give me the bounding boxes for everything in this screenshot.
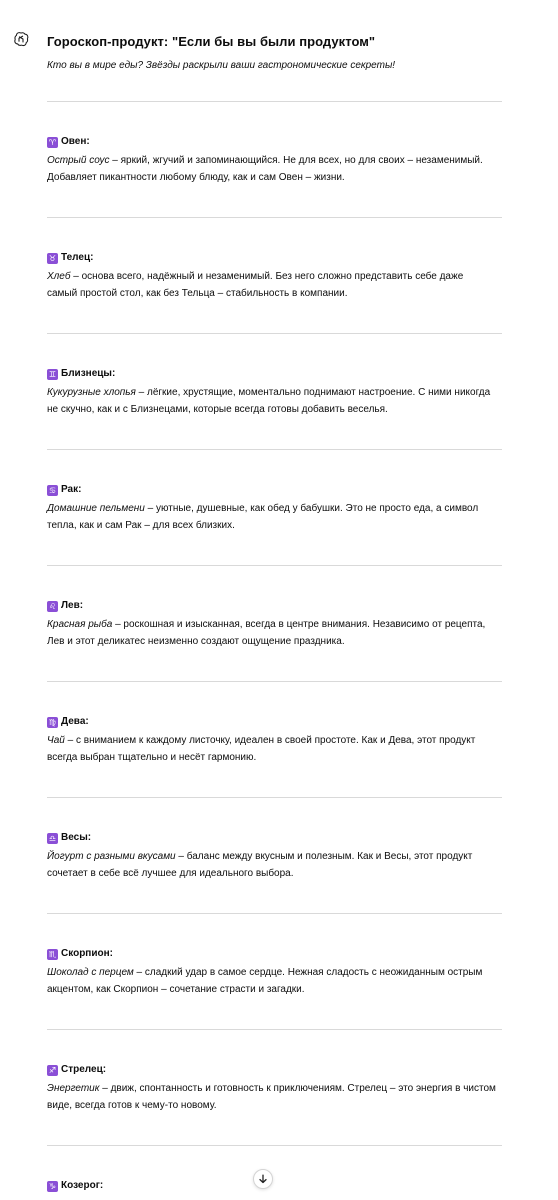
sign-text: – сладкий удар в самое сердце. Нежная сладость с неожиданным острым акцентом, как Скорпион – сочетание страсти и загадки. [47, 967, 483, 995]
sign-text: – уютные, душевные, как обед у бабушки. Это не просто еда, а символ тепла, как и сам Рак – для всех близких. [47, 503, 479, 531]
sign-heading [47, 1179, 502, 1193]
sign-description [47, 616, 502, 650]
zodiac-sign-icon: ♉ [48, 253, 57, 263]
sign-product: Энергетик [47, 1083, 100, 1094]
sign-section [47, 566, 502, 681]
page-subtitle: Кто вы в мире еды? Звёзды раскрыли ваши гастрономические секреты! [47, 60, 396, 71]
sign-heading [47, 831, 502, 845]
sign-section [47, 1030, 502, 1145]
sign-content [47, 599, 502, 650]
sign-description [47, 732, 502, 766]
sign-description [47, 384, 502, 418]
zodiac-sign-icon: ♑ [48, 1181, 57, 1191]
zodiac-sign-icon: ♌ [48, 601, 57, 611]
arrow-down-icon [258, 1174, 268, 1184]
sign-description [47, 268, 502, 302]
sign-product: Кукурузные хлопья [47, 387, 136, 398]
sign-content [47, 483, 502, 534]
sign-product: Острый соус [47, 155, 110, 166]
sign-section [47, 914, 502, 1029]
sign-product: Йогурт с разными вкусами [47, 851, 176, 862]
sign-section [47, 1146, 502, 1200]
sign-description [47, 500, 502, 534]
sign-heading [47, 715, 502, 729]
sign-text: – роскошная и изысканная, всегда в центре внимания. Независимо от рецепта, Лев и этот деликатес неизменно создают ощущение праздника. [47, 619, 486, 647]
sign-product: Хлеб [47, 271, 71, 282]
sign-description [47, 964, 502, 998]
sign-text: – основа всего, надёжный и незаменимый. Без него сложно представить себе даже самый простой стол, как без Тельца – стабильность в компании. [47, 271, 464, 299]
sign-name: Телец: [61, 252, 94, 263]
sign-section [47, 102, 502, 217]
sign-text: – движ, спонтанность и готовность к приключениям. Стрелец – это энергия в чистом виде, всегда готов к чему-то новому. [47, 1083, 496, 1111]
sign-content [47, 367, 502, 418]
zodiac-sign-icon: ♋ [48, 485, 57, 495]
sign-heading [47, 947, 502, 961]
sign-section [47, 334, 502, 449]
sign-section [47, 450, 502, 565]
sign-name: Овен: [61, 136, 90, 147]
sign-heading [47, 367, 502, 381]
sign-description [47, 1080, 502, 1114]
sign-description [47, 848, 502, 882]
scroll-down-button[interactable] [253, 1169, 273, 1189]
sign-product: Шоколад с перцем [47, 967, 134, 978]
sign-heading [47, 1063, 502, 1077]
sign-description [47, 152, 502, 186]
assistant-message [47, 0, 502, 1200]
sign-heading [47, 483, 502, 497]
sign-text: – лёгкие, хрустящие, моментально поднимают настроение. С ними никогда не скучно, как и с Близнецами, которые всегда готовы добавить веселья. [47, 387, 491, 415]
sign-name: Весы: [61, 832, 92, 843]
sign-heading [47, 135, 502, 149]
signs-list [47, 102, 502, 1200]
sign-heading [47, 251, 502, 265]
zodiac-sign-icon: ♍ [48, 717, 57, 727]
sign-content [47, 251, 502, 302]
openai-logo-icon [12, 30, 30, 48]
page-title: Гороскоп-продукт: "Если бы вы были продуктом" [47, 34, 376, 49]
zodiac-sign-icon: ♏ [48, 949, 57, 959]
sign-name: Стрелец: [61, 1064, 107, 1075]
sign-text: – с вниманием к каждому листочку, идеален в своей простоте. Как и Дева, этот продукт всегда выбран тщательно и несёт гармонию. [47, 735, 476, 763]
sign-product: Красная рыба [47, 619, 113, 630]
sign-section [47, 218, 502, 333]
zodiac-sign-icon: ♊ [48, 369, 57, 379]
sign-content [47, 947, 502, 998]
sign-section [47, 682, 502, 797]
sign-content [47, 135, 502, 186]
sign-name: Козерог: [61, 1180, 104, 1191]
sign-product: Чай [47, 735, 65, 746]
sign-name: Близнецы: [61, 368, 116, 379]
sign-content [47, 1063, 502, 1114]
sign-product: Домашние пельмени [47, 503, 145, 514]
sign-content [47, 1179, 502, 1196]
sign-heading [47, 599, 502, 613]
zodiac-sign-icon: ♐ [48, 1065, 57, 1075]
sign-text: – яркий, жгучий и запоминающийся. Не для всех, но для своих – незаменимый. Добавляет пикантности любому блюду, как и сам Овен – жизни. [47, 155, 483, 183]
sign-text: – баланс между вкусным и полезным. Как и Весы, этот продукт сочетает в себе всё лучшее для идеального выбора. [47, 851, 473, 879]
sign-content [47, 715, 502, 766]
sign-name: Дева: [61, 716, 89, 727]
zodiac-sign-icon: ♈ [48, 137, 57, 147]
zodiac-sign-icon: ♎ [48, 833, 57, 843]
sign-name: Лев: [61, 600, 84, 611]
sign-content [47, 831, 502, 882]
sign-name: Рак: [61, 484, 82, 495]
sign-section [47, 798, 502, 913]
sign-name: Скорпион: [61, 948, 113, 959]
